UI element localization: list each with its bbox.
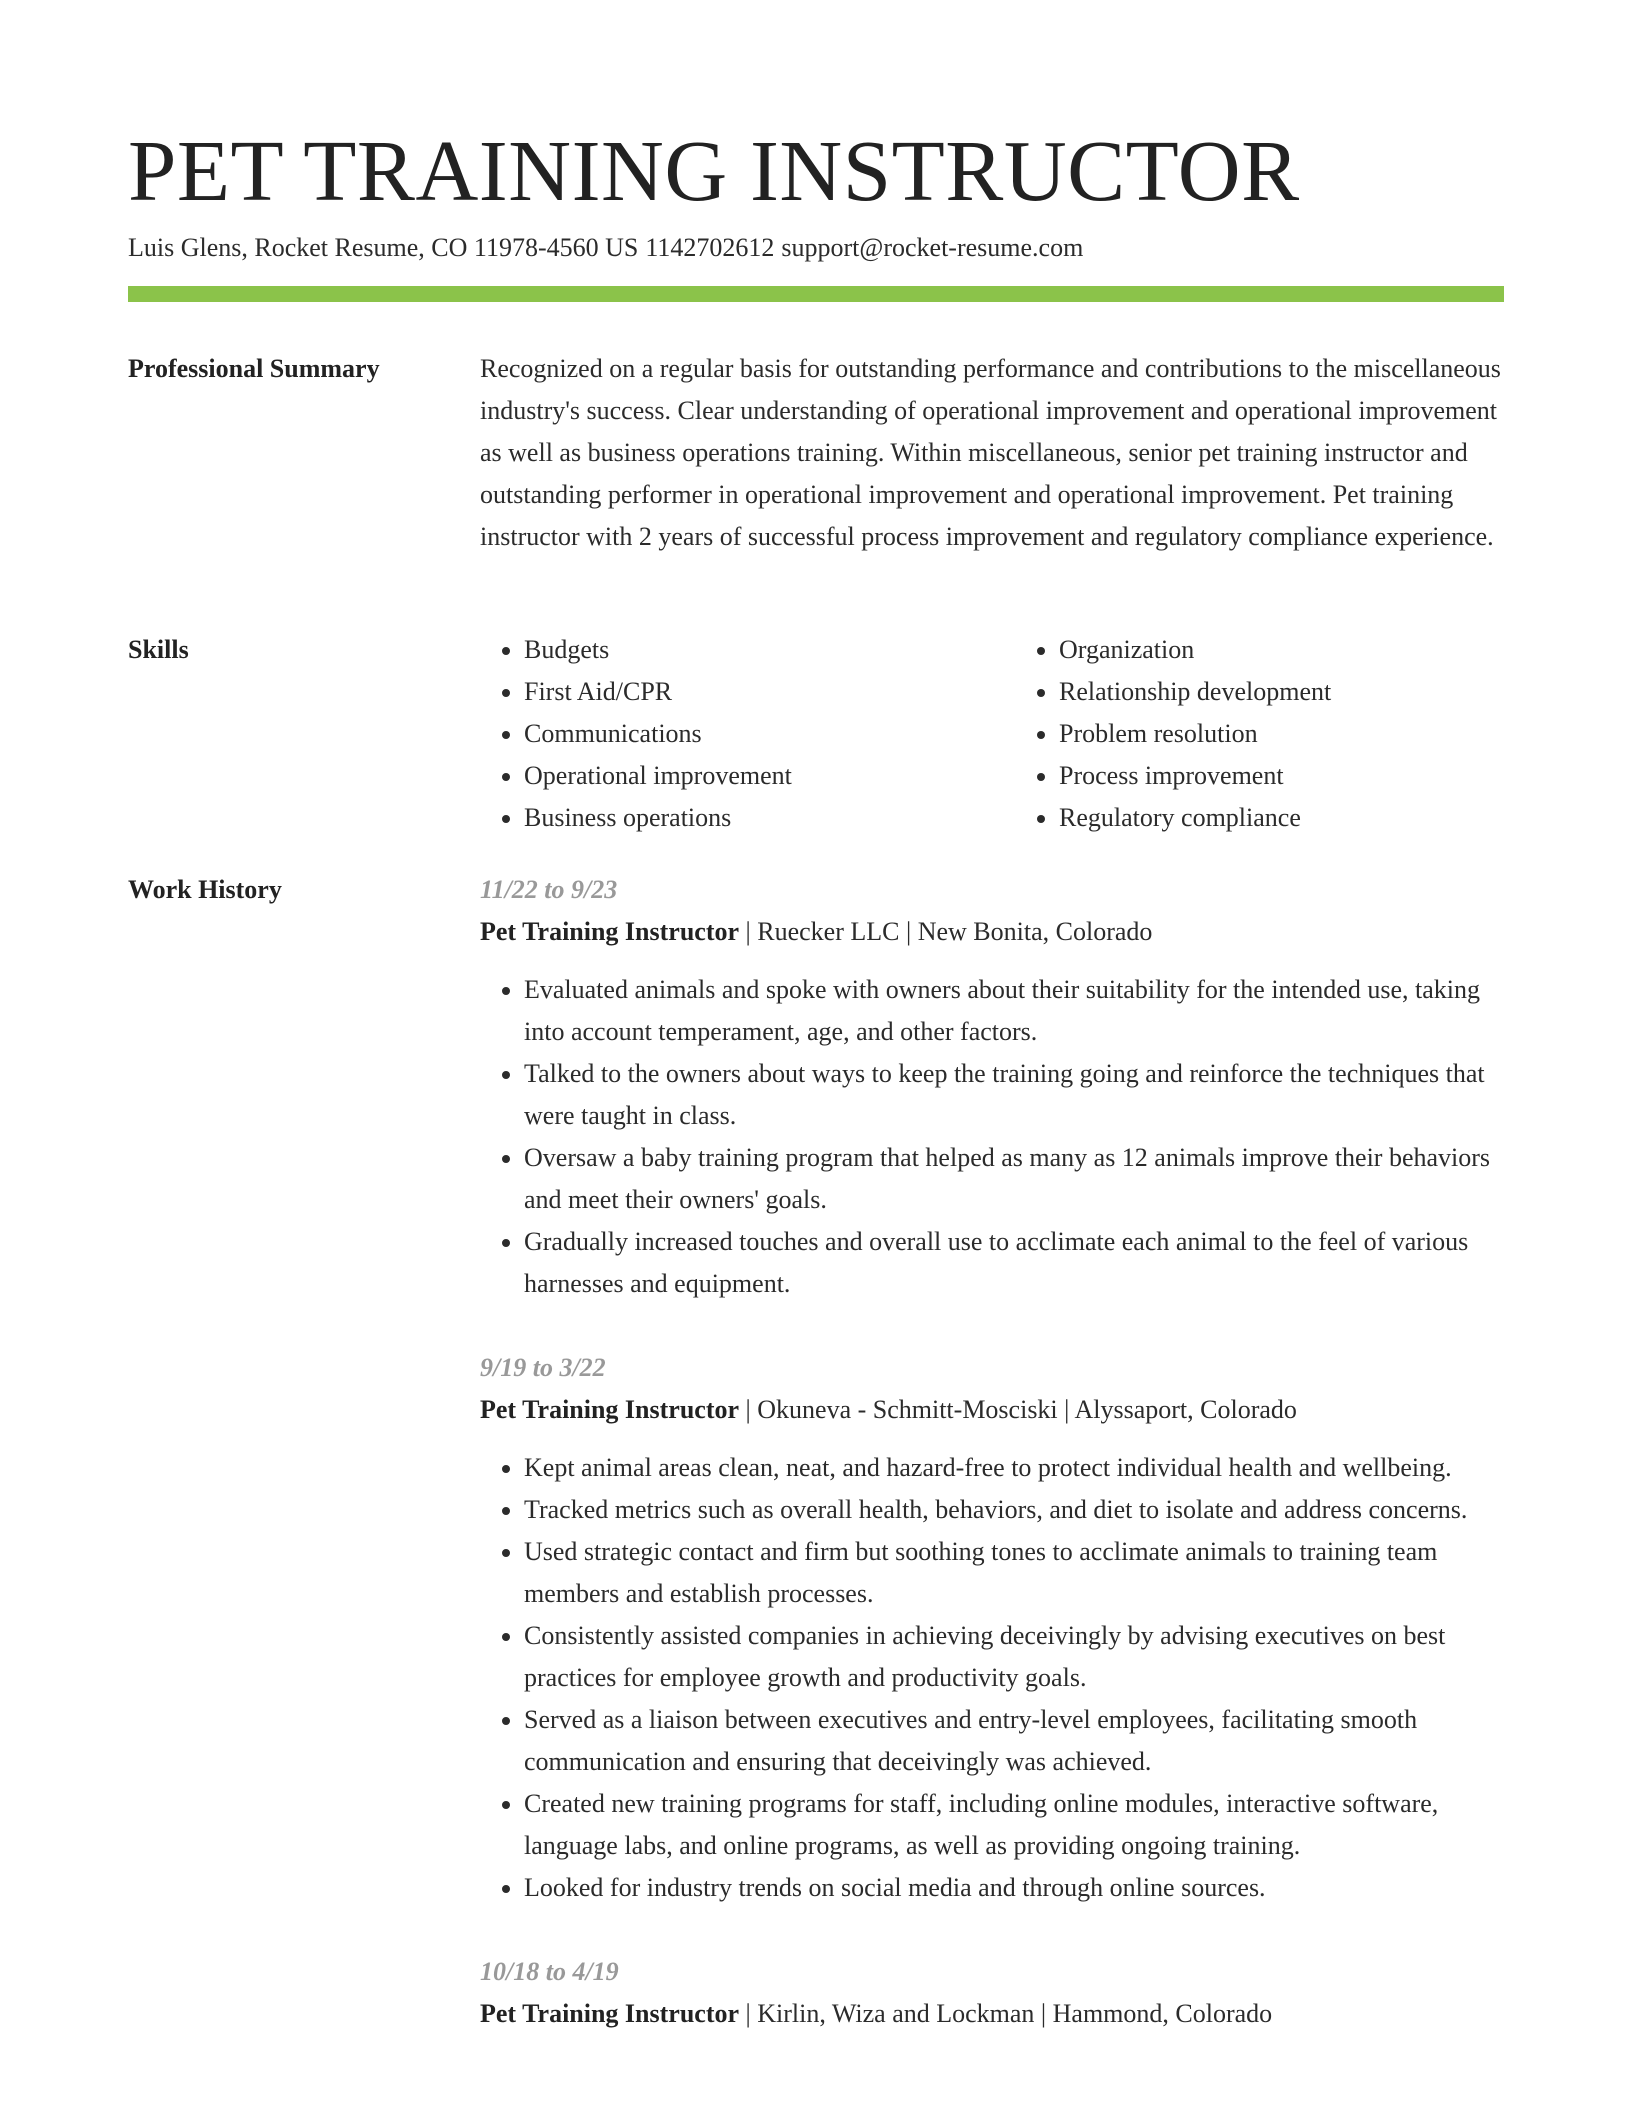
skill-item: • Relationship development [1059,671,1506,713]
job-dates: 10/18 to 4/19 [480,1957,619,1986]
skill-item: • Problem resolution [1059,713,1506,755]
skills-right-list [1015,629,1506,839]
work-history-body [480,869,1506,2077]
header-divider [128,286,1504,302]
skills-grid [480,629,1506,839]
job-bullet: • Kept animal areas clean, neat, and hazard-free to protect individual health and wellbeing. [524,1447,1506,1489]
skill-item: • Business operations [524,797,971,839]
job-dates: 11/22 to 9/23 [480,875,618,904]
job-dates: 9/19 to 3/22 [480,1353,606,1382]
job-bullet: • Evaluated animals and spoke with owners about their suitability for the intended use, taking into account temperament, age, and other factors. [524,969,1506,1053]
job-company: Kirlin, Wiza and Lockman [757,1999,1035,2028]
job-bullet: • Gradually increased touches and overall use to acclimate each animal to the feel of various harnesses and equipment. [524,1221,1506,1305]
separator: | [745,917,751,946]
skills-left-list [480,629,971,839]
job-heading [480,1993,1506,2035]
contact-name-location: Luis Glens, Rocket Resume, CO 11978-4560 US [128,233,639,262]
summary-label: Professional Summary [128,354,380,383]
separator: | [745,1999,751,2028]
job-entry [480,1951,1506,2035]
summary-text: Recognized on a regular basis for outstanding performance and contributions to the miscellaneous industry's success. Clear understanding of operational improvement and operational improvement as well as business operations training. Within miscellaneous, senior pet training instructor and outstanding performer in operational improvement and operational improvement. Pet training instructor with 2 years of successful process improvement and regulatory compliance experience. [480,354,1501,551]
job-bullet: • Served as a liaison between executives and entry-level employees, facilitating smooth communication and ensuring that deceivingly was achieved. [524,1699,1506,1783]
job-title: Pet Training Instructor [480,1395,740,1424]
job-bullet: • Consistently assisted companies in achieving deceivingly by advising executives on best practices for employee growth and productivity goals. [524,1615,1506,1699]
skill-item: • Operational improvement [524,755,971,797]
contact-line [128,230,1083,266]
job-title: Pet Training Instructor [480,917,740,946]
job-title: Pet Training Instructor [480,1999,740,2028]
job-entry [480,869,1506,1305]
skill-item: • Regulatory compliance [1059,797,1506,839]
separator: | [1064,1395,1070,1424]
job-bullet: • Created new training programs for staff, including online modules, interactive software, language labs, and online programs, as well as providing ongoing training. [524,1783,1506,1867]
job-bullet-list [480,1447,1506,1909]
separator: | [745,1395,751,1424]
job-location: Hammond, Colorado [1052,1999,1273,2028]
summary-body [480,348,1506,558]
skill-item: • First Aid/CPR [524,671,971,713]
work-history-label: Work History [128,875,282,904]
skill-item: • Budgets [524,629,971,671]
skills-body [480,629,1506,839]
job-heading [480,911,1506,953]
skill-item: • Process improvement [1059,755,1506,797]
skills-label: Skills [128,635,189,664]
job-bullet: • Tracked metrics such as overall health, behaviors, and diet to isolate and address concerns. [524,1489,1506,1531]
resume-title: PET TRAINING INSTRUCTOR [128,122,1300,219]
separator: | [1040,1999,1047,2028]
job-heading [480,1389,1506,1431]
skill-item: • Organization [1059,629,1506,671]
job-bullet: • Looked for industry trends on social media and through online sources. [524,1867,1506,1909]
job-location: New Bonita, Colorado [917,917,1153,946]
job-bullet: • Used strategic contact and firm but soothing tones to acclimate animals to training team members and establish processes. [524,1531,1506,1615]
contact-email: support@rocket-resume.com [781,233,1084,262]
skill-item: • Communications [524,713,971,755]
separator: | [905,917,912,946]
contact-phone: 1142702612 [645,233,775,262]
job-bullet-list [480,969,1506,1305]
job-entry [480,1347,1506,1909]
job-location: Alyssaport, Colorado [1074,1395,1297,1424]
job-bullet: • Oversaw a baby training program that helped as many as 12 animals improve their behaviors and meet their owners' goals. [524,1137,1506,1221]
job-company: Ruecker LLC [757,917,900,946]
job-bullet: • Talked to the owners about ways to keep the training going and reinforce the techniques that were taught in class. [524,1053,1506,1137]
job-company: Okuneva - Schmitt-Mosciski [757,1395,1058,1424]
